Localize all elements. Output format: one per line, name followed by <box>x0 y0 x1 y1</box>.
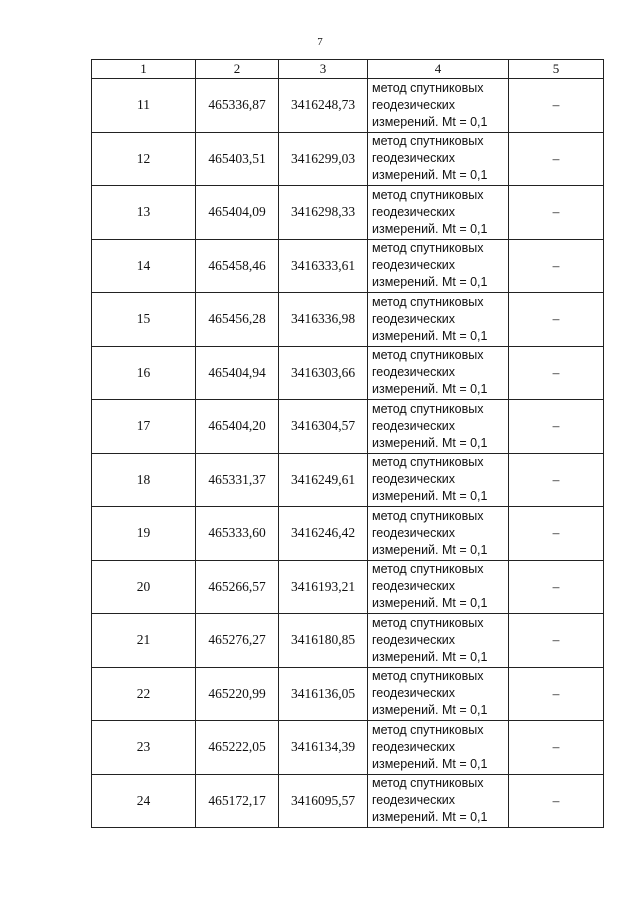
point-number-cell: 23 <box>92 721 196 775</box>
description-cell: – <box>509 239 604 293</box>
table-row <box>92 507 604 561</box>
method-text-line: метод спутниковых <box>372 722 484 737</box>
method-text-line: метод спутниковых <box>372 80 484 95</box>
description-cell: – <box>509 293 604 347</box>
table-row <box>92 774 604 828</box>
method-text-line: геодезических <box>372 97 456 112</box>
description-cell: – <box>509 614 604 668</box>
method-text-line: геодезических <box>372 365 456 380</box>
x-coordinate-cell: 465456,28 <box>196 293 279 347</box>
method-text-line: геодезических <box>372 579 456 594</box>
description-cell: – <box>509 667 604 721</box>
point-number-cell: 14 <box>92 239 196 293</box>
x-coordinate-cell: 465266,57 <box>196 560 279 614</box>
description-cell: – <box>509 560 604 614</box>
method-cell <box>368 614 509 668</box>
x-coordinate-cell: 465220,99 <box>196 667 279 721</box>
y-coordinate-cell: 3416180,85 <box>279 614 368 668</box>
method-text-line: метод спутниковых <box>372 455 484 470</box>
point-number-cell: 13 <box>92 186 196 240</box>
method-cell <box>368 667 509 721</box>
point-number-cell: 16 <box>92 346 196 400</box>
point-number-cell: 24 <box>92 774 196 828</box>
method-text-line: метод спутниковых <box>372 776 484 791</box>
page-number: 7 <box>317 36 323 48</box>
description-cell: – <box>509 400 604 454</box>
method-cell <box>368 293 509 347</box>
table-row <box>92 293 604 347</box>
method-text-line: метод спутниковых <box>372 508 484 523</box>
method-text-line: геодезических <box>372 151 456 166</box>
method-cell <box>368 507 509 561</box>
description-cell: – <box>509 507 604 561</box>
table-row <box>92 721 604 775</box>
method-text-line: измерений. Mt = 0,1 <box>372 542 488 557</box>
y-coordinate-cell: 3416095,57 <box>279 774 368 828</box>
method-text-line: метод спутниковых <box>372 348 484 363</box>
method-cell <box>368 774 509 828</box>
method-text-line: метод спутниковых <box>372 401 484 416</box>
method-text-line: метод спутниковых <box>372 562 484 577</box>
table-header-row <box>92 60 604 79</box>
method-cell <box>368 400 509 454</box>
description-cell: – <box>509 453 604 507</box>
coordinates-table <box>91 59 604 828</box>
point-number-cell: 12 <box>92 132 196 186</box>
table-row <box>92 453 604 507</box>
method-text-line: метод спутниковых <box>372 241 484 256</box>
y-coordinate-cell: 3416246,42 <box>279 507 368 561</box>
header-col-5: 5 <box>509 60 604 79</box>
y-coordinate-cell: 3416336,98 <box>279 293 368 347</box>
table-row <box>92 132 604 186</box>
x-coordinate-cell: 465336,87 <box>196 79 279 133</box>
header-col-4: 4 <box>368 60 509 79</box>
header-col-3: 3 <box>279 60 368 79</box>
table-row <box>92 79 604 133</box>
method-text-line: измерений. Mt = 0,1 <box>372 703 488 718</box>
y-coordinate-cell: 3416193,21 <box>279 560 368 614</box>
x-coordinate-cell: 465276,27 <box>196 614 279 668</box>
method-cell <box>368 453 509 507</box>
method-text-line: измерений. Mt = 0,1 <box>372 596 488 611</box>
method-cell <box>368 239 509 293</box>
point-number-cell: 19 <box>92 507 196 561</box>
table-row <box>92 560 604 614</box>
method-text-line: метод спутниковых <box>372 615 484 630</box>
point-number-cell: 11 <box>92 79 196 133</box>
method-text-line: геодезических <box>372 632 456 647</box>
table-row <box>92 614 604 668</box>
point-number-cell: 21 <box>92 614 196 668</box>
description-cell: – <box>509 132 604 186</box>
method-text-line: геодезических <box>372 311 456 326</box>
method-cell <box>368 721 509 775</box>
description-cell: – <box>509 186 604 240</box>
method-text-line: геодезических <box>372 793 456 808</box>
point-number-cell: 22 <box>92 667 196 721</box>
description-cell: – <box>509 721 604 775</box>
header-col-1: 1 <box>92 60 196 79</box>
method-text-line: геодезических <box>372 686 456 701</box>
y-coordinate-cell: 3416303,66 <box>279 346 368 400</box>
point-number-cell: 17 <box>92 400 196 454</box>
method-cell <box>368 132 509 186</box>
table-row <box>92 346 604 400</box>
y-coordinate-cell: 3416304,57 <box>279 400 368 454</box>
method-text-line: измерений. Mt = 0,1 <box>372 382 488 397</box>
method-cell <box>368 346 509 400</box>
point-number-cell: 15 <box>92 293 196 347</box>
x-coordinate-cell: 465458,46 <box>196 239 279 293</box>
table-row <box>92 239 604 293</box>
description-cell: – <box>509 774 604 828</box>
method-text-line: измерений. Mt = 0,1 <box>372 168 488 183</box>
method-cell <box>368 560 509 614</box>
point-number-cell: 20 <box>92 560 196 614</box>
y-coordinate-cell: 3416136,05 <box>279 667 368 721</box>
x-coordinate-cell: 465404,09 <box>196 186 279 240</box>
y-coordinate-cell: 3416298,33 <box>279 186 368 240</box>
x-coordinate-cell: 465403,51 <box>196 132 279 186</box>
method-cell <box>368 186 509 240</box>
table-row <box>92 186 604 240</box>
method-text-line: метод спутниковых <box>372 187 484 202</box>
method-text-line: геодезических <box>372 739 456 754</box>
method-text-line: измерений. Mt = 0,1 <box>372 221 488 236</box>
method-text-line: метод спутниковых <box>372 294 484 309</box>
method-cell <box>368 79 509 133</box>
header-col-2: 2 <box>196 60 279 79</box>
y-coordinate-cell: 3416134,39 <box>279 721 368 775</box>
method-text-line: измерений. Mt = 0,1 <box>372 114 488 129</box>
method-text-line: метод спутниковых <box>372 669 484 684</box>
y-coordinate-cell: 3416248,73 <box>279 79 368 133</box>
method-text-line: геодезических <box>372 525 456 540</box>
y-coordinate-cell: 3416249,61 <box>279 453 368 507</box>
x-coordinate-cell: 465222,05 <box>196 721 279 775</box>
method-text-line: геодезических <box>372 418 456 433</box>
table-row <box>92 667 604 721</box>
method-text-line: геодезических <box>372 472 456 487</box>
x-coordinate-cell: 465333,60 <box>196 507 279 561</box>
method-text-line: измерений. Mt = 0,1 <box>372 489 488 504</box>
y-coordinate-cell: 3416333,61 <box>279 239 368 293</box>
y-coordinate-cell: 3416299,03 <box>279 132 368 186</box>
point-number-cell: 18 <box>92 453 196 507</box>
table-row <box>92 400 604 454</box>
method-text-line: измерений. Mt = 0,1 <box>372 328 488 343</box>
x-coordinate-cell: 465404,20 <box>196 400 279 454</box>
method-text-line: геодезических <box>372 258 456 273</box>
description-cell: – <box>509 79 604 133</box>
method-text-line: измерений. Mt = 0,1 <box>372 756 488 771</box>
x-coordinate-cell: 465172,17 <box>196 774 279 828</box>
method-text-line: измерений. Mt = 0,1 <box>372 435 488 450</box>
description-cell: – <box>509 346 604 400</box>
method-text-line: измерений. Mt = 0,1 <box>372 649 488 664</box>
x-coordinate-cell: 465331,37 <box>196 453 279 507</box>
method-text-line: метод спутниковых <box>372 134 484 149</box>
x-coordinate-cell: 465404,94 <box>196 346 279 400</box>
method-text-line: измерений. Mt = 0,1 <box>372 275 488 290</box>
method-text-line: измерений. Mt = 0,1 <box>372 810 488 825</box>
method-text-line: геодезических <box>372 204 456 219</box>
table-body <box>92 79 604 828</box>
